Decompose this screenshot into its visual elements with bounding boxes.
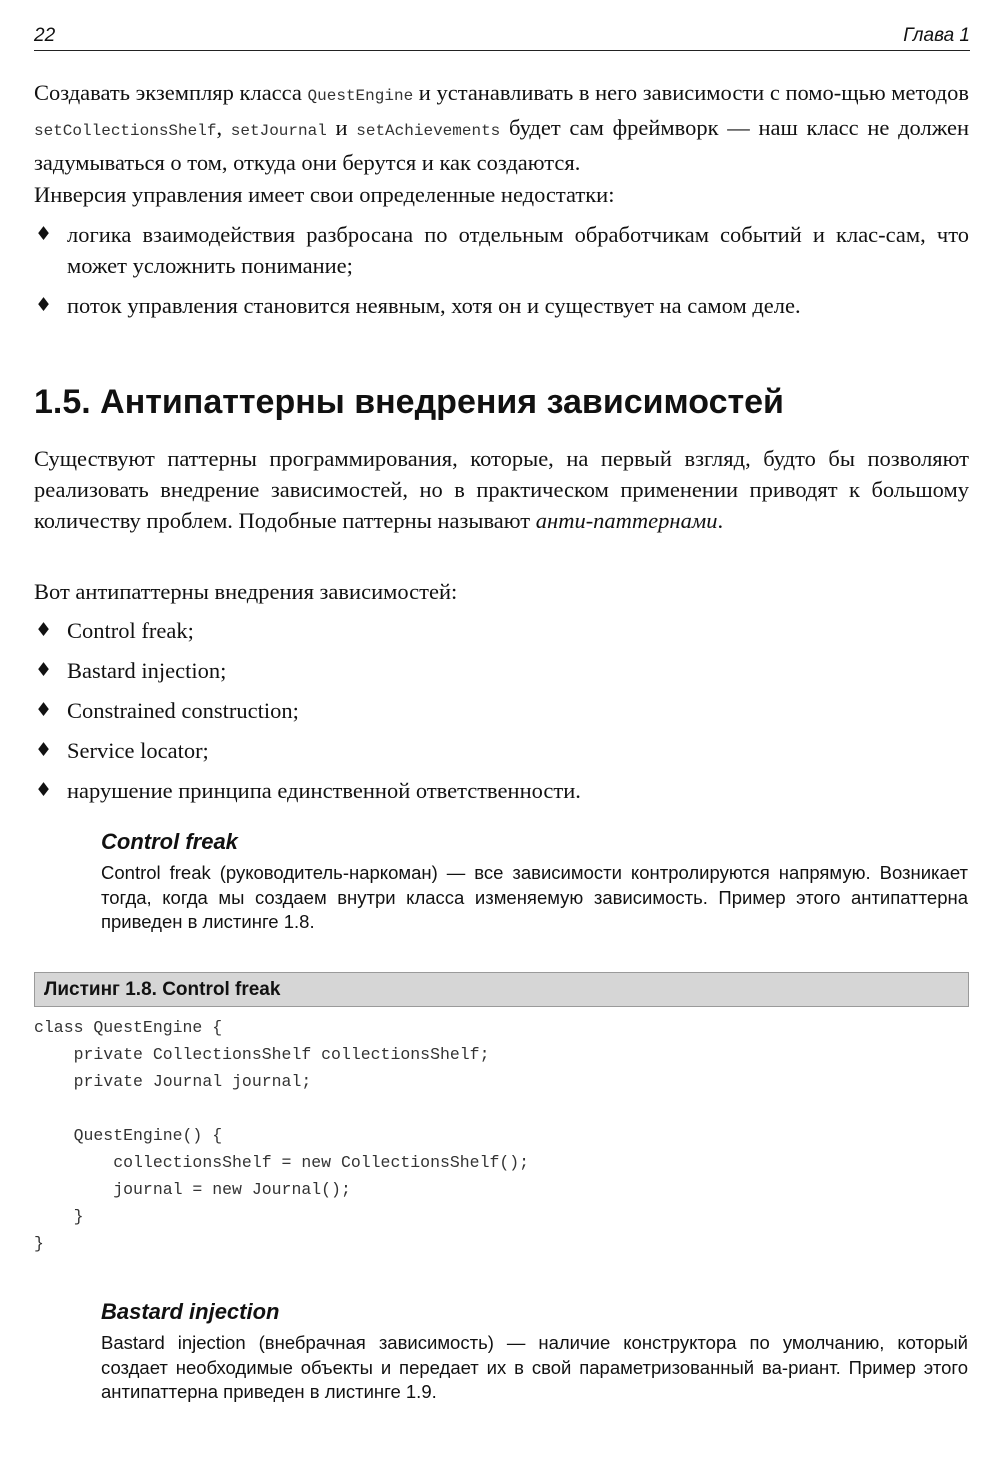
intro-bullet-list — [34, 219, 969, 321]
page-number: 22 — [34, 25, 56, 46]
list-item-text: Control freak; — [67, 618, 194, 643]
list-item — [34, 695, 969, 726]
list-item — [34, 219, 969, 281]
diamond-bullet-icon: ♦ — [35, 619, 53, 641]
code-line — [34, 1095, 529, 1122]
bastard-injection-title: Bastard injection — [101, 1299, 280, 1324]
list-item — [34, 615, 969, 646]
text-run: и устанавливать в него зависимости с помо-щью методов — [413, 80, 969, 105]
text-run: Существуют паттерны программирования, которые, на первый взгляд, будто бы позволяют реализовать внедрение зависимостей, но в практическом применении приводят к большому количеству проблем. Подобные паттерны называют — [34, 446, 969, 533]
list-item — [34, 775, 969, 806]
running-head — [34, 24, 970, 51]
section-heading: 1.5. Антипаттерны внедрения зависимостей — [34, 383, 784, 421]
listing-caption-text: Листинг 1.8. Control freak — [44, 979, 281, 1000]
list-item — [34, 735, 969, 766]
diamond-bullet-icon: ♦ — [35, 659, 53, 681]
text-run: , — [216, 115, 231, 140]
code-line: } — [34, 1234, 44, 1253]
section-paragraph-2: Вот антипаттерны внедрения зависимостей: — [34, 579, 458, 604]
inline-code: QuestEngine — [307, 87, 414, 105]
diamond-bullet-icon: ♦ — [35, 739, 53, 761]
list-item-text: нарушение принципа единственной ответственности. — [67, 778, 581, 803]
diamond-bullet-icon: ♦ — [35, 699, 53, 721]
text-run: и — [326, 115, 357, 140]
code-listing — [34, 1014, 529, 1257]
list-item-text: Service locator; — [67, 738, 209, 763]
code-line: journal = new Journal(); — [34, 1180, 351, 1199]
intro-paragraph-1 — [34, 77, 969, 178]
inline-code: setCollectionsShelf — [34, 122, 217, 140]
list-item-text: поток управления становится неявным, хотя он и существует на самом деле. — [67, 293, 801, 318]
diamond-bullet-icon: ♦ — [35, 779, 53, 801]
listing-caption — [34, 972, 969, 1007]
bastard-injection-text: Bastard injection (внебрачная зависимость) — наличие конструктора по умолчанию, который создает необходимые объекты и передает их в свой параметризованный ва-риант. Пример этого антипаттерна приведен в листинге 1.9. — [101, 1332, 968, 1402]
list-item — [34, 655, 969, 686]
text-run: . — [717, 508, 724, 533]
inline-code: setJournal — [230, 122, 327, 140]
control-freak-title: Control freak — [101, 829, 238, 854]
inline-code: setAchievements — [356, 122, 501, 140]
list-item — [34, 290, 969, 321]
intro-paragraph-2: Инверсия управления имеет свои определенные недостатки: — [34, 182, 615, 207]
code-line: collectionsShelf = new CollectionsShelf(); — [34, 1153, 530, 1172]
emphasis-term: анти-паттернами — [535, 508, 718, 533]
code-line: private Journal journal; — [34, 1072, 312, 1091]
list-item-text: Bastard injection; — [67, 658, 227, 683]
chapter-label: Глава 1 — [903, 25, 970, 46]
list-item-text: логика взаимодействия разбросана по отдельным обработчикам событий и клас-сам, что может усложнить понимание; — [67, 222, 969, 278]
code-line: QuestEngine() { — [34, 1126, 223, 1145]
list-item-text: Constrained construction; — [67, 698, 299, 723]
diamond-bullet-icon: ♦ — [35, 223, 53, 245]
code-line: } — [34, 1207, 84, 1226]
antipattern-bullet-list — [34, 615, 969, 806]
code-line: class QuestEngine { — [34, 1018, 223, 1037]
diamond-bullet-icon: ♦ — [35, 294, 53, 316]
code-line: private CollectionsShelf collectionsShelf; — [34, 1045, 490, 1064]
text-run: будет сам фреймворк — наш класс не должен задумываться о том, откуда они берутся и как создаются. — [34, 115, 969, 175]
text-run: Создавать экземпляр класса — [34, 80, 308, 105]
control-freak-text: Control freak (руководитель-наркоман) — все зависимости контролируются напрямую. Возникает тогда, когда мы создаем внутри класса изменяемую зависимость. Пример этого антипаттерна приведен в листинге 1.8. — [101, 862, 968, 932]
section-paragraph-1 — [34, 443, 969, 536]
